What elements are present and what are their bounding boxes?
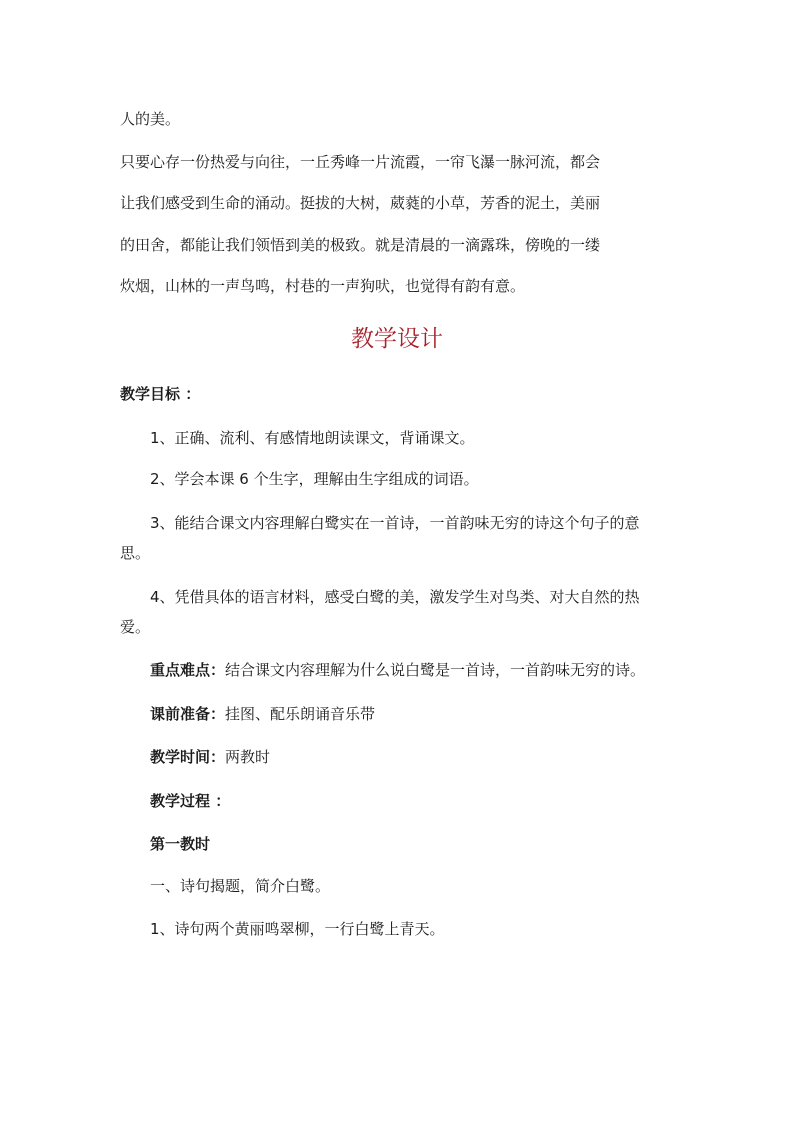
key-points-text: 结合课文内容理解为什么说白鹭是一首诗，一首韵味无穷的诗。 bbox=[225, 661, 646, 679]
preparation bbox=[150, 705, 375, 723]
teaching-time bbox=[150, 748, 270, 766]
intro-line-1: 人的美。 bbox=[120, 110, 181, 128]
teaching-time-text: 两教时 bbox=[225, 748, 271, 766]
objective-item-3-line-1: 3、能结合课文内容理解白鹭实在一首诗，一首韵味无穷的诗这个句子的意 bbox=[150, 514, 640, 532]
objective-item-4-line-2: 爱。 bbox=[120, 618, 151, 636]
intro-line-5: 炊烟，山林的一声鸟鸣，村巷的一声狗吠，也觉得有韵有意。 bbox=[120, 277, 526, 295]
objective-item-3-line-2: 思。 bbox=[120, 544, 151, 562]
preparation-text: 挂图、配乐朗诵音乐带 bbox=[225, 705, 376, 723]
objective-item-4-line-1: 4、凭借具体的语言材料，感受白鹭的美，激发学生对鸟类、对大自然的热 bbox=[150, 588, 640, 606]
teaching-time-label: 教学时间： bbox=[150, 748, 226, 766]
first-lesson-heading: 第一教时 bbox=[150, 835, 211, 853]
preparation-label: 课前准备： bbox=[150, 705, 226, 723]
objective-item-2: 2、学会本课 6 个生字，理解由生字组成的词语。 bbox=[150, 470, 479, 488]
key-points-label: 重点难点： bbox=[150, 661, 226, 679]
intro-line-3: 让我们感受到生命的涌动。挺拔的大树，葳蕤的小草，芳香的泥土，美丽 bbox=[120, 194, 601, 212]
intro-line-4: 的田舍，都能让我们领悟到美的极致。就是清晨的一滴露珠，傍晚的一缕 bbox=[120, 236, 601, 254]
intro-line-2: 只要心存一份热爱与向往，一丘秀峰一片流霞，一帘飞瀑一脉河流，都会 bbox=[120, 153, 601, 171]
section-one-heading: 一、诗句揭题，简介白鹭。 bbox=[150, 877, 331, 895]
key-points bbox=[150, 661, 645, 679]
section-one-item-1: 1、诗句两个黄丽鸣翠柳，一行白鹭上青天。 bbox=[150, 920, 445, 938]
objective-item-1: 1、正确、流利、有感情地朗读课文，背诵课文。 bbox=[150, 429, 475, 447]
design-title: 教学设计 bbox=[351, 326, 443, 352]
process-heading: 教学过程 ： bbox=[150, 792, 231, 810]
objectives-heading: 教学目标 ： bbox=[120, 385, 201, 403]
